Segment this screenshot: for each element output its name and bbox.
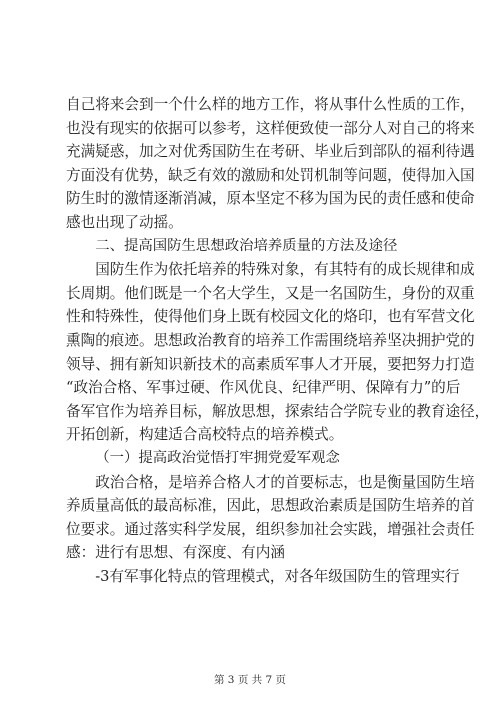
- paragraph-line: 备军官作为培养目标，解放思想，探索结合学院专业的教育途径，: [66, 402, 490, 420]
- section-heading: 二、提高国防生思想政治培养质量的方法及途径: [95, 237, 398, 254]
- section-heading: （一）提高政治觉悟打牢拥党爱军观念: [95, 449, 340, 466]
- paragraph-line: 也没有现实的依据可以参考，这样便致使一部分人对自己的将来: [66, 119, 475, 137]
- paragraph-line: 长周期。他们既是一个名大学生，又是一名国防生，身份的双重: [66, 284, 475, 302]
- paragraph-line: 领导、拥有新知识新技术的高素质军事人才开展，要把努力打造: [66, 355, 475, 373]
- paragraph-line: -3有军事化特点的管理模式，对各年级国防生的管理实行: [95, 567, 460, 585]
- paragraph-line: 方面没有优势，缺乏有效的激励和处罚机制等问题，使得加入国: [66, 166, 475, 184]
- paragraph-line: 位要求。通过落实科学发展，组织参加社会实践，增强社会责任: [66, 520, 475, 538]
- paragraph-line: “政治合格、军事过硬、作风优良、纪律严明、保障有力”的后: [66, 379, 461, 397]
- paragraph-line: 感也出现了动摇。: [66, 213, 183, 231]
- paragraph-line: 开拓创新，构建适合高校特点的培养模式。: [66, 426, 344, 444]
- paragraph-line: 熏陶的痕迹。思想政治教育的培养工作需围绕培养坚决拥护党的: [66, 331, 475, 349]
- paragraph-line: 养质量高低的最高标准，因此，思想政治素质是国防生培养的首: [66, 497, 475, 515]
- paragraph-line: 感：进行有思想、有深度、有内涵: [66, 544, 285, 562]
- document-body: [66, 93, 490, 588]
- paragraph-line: 政治合格，是培养合格人才的首要标志，也是衡量国防生培: [95, 473, 475, 491]
- paragraph-line: 国防生作为依托培养的特殊对象，有其特有的成长规律和成: [95, 261, 475, 279]
- paragraph-line: 充满疑惑，加之对优秀国防生在考研、毕业后到部队的福利待遇: [66, 143, 475, 161]
- paragraph-line: 性和特殊性，使得他们身上既有校园文化的烙印，也有军营文化: [66, 308, 475, 326]
- paragraph-line: 自己将来会到一个什么样的地方工作，将从事什么性质的工作，: [66, 96, 475, 113]
- paragraph-line: 防生时的激情逐渐消减，原本坚定不移为国为民的责任感和使命: [66, 190, 475, 208]
- page-footer: 第 3 页 共 7 页: [213, 674, 287, 686]
